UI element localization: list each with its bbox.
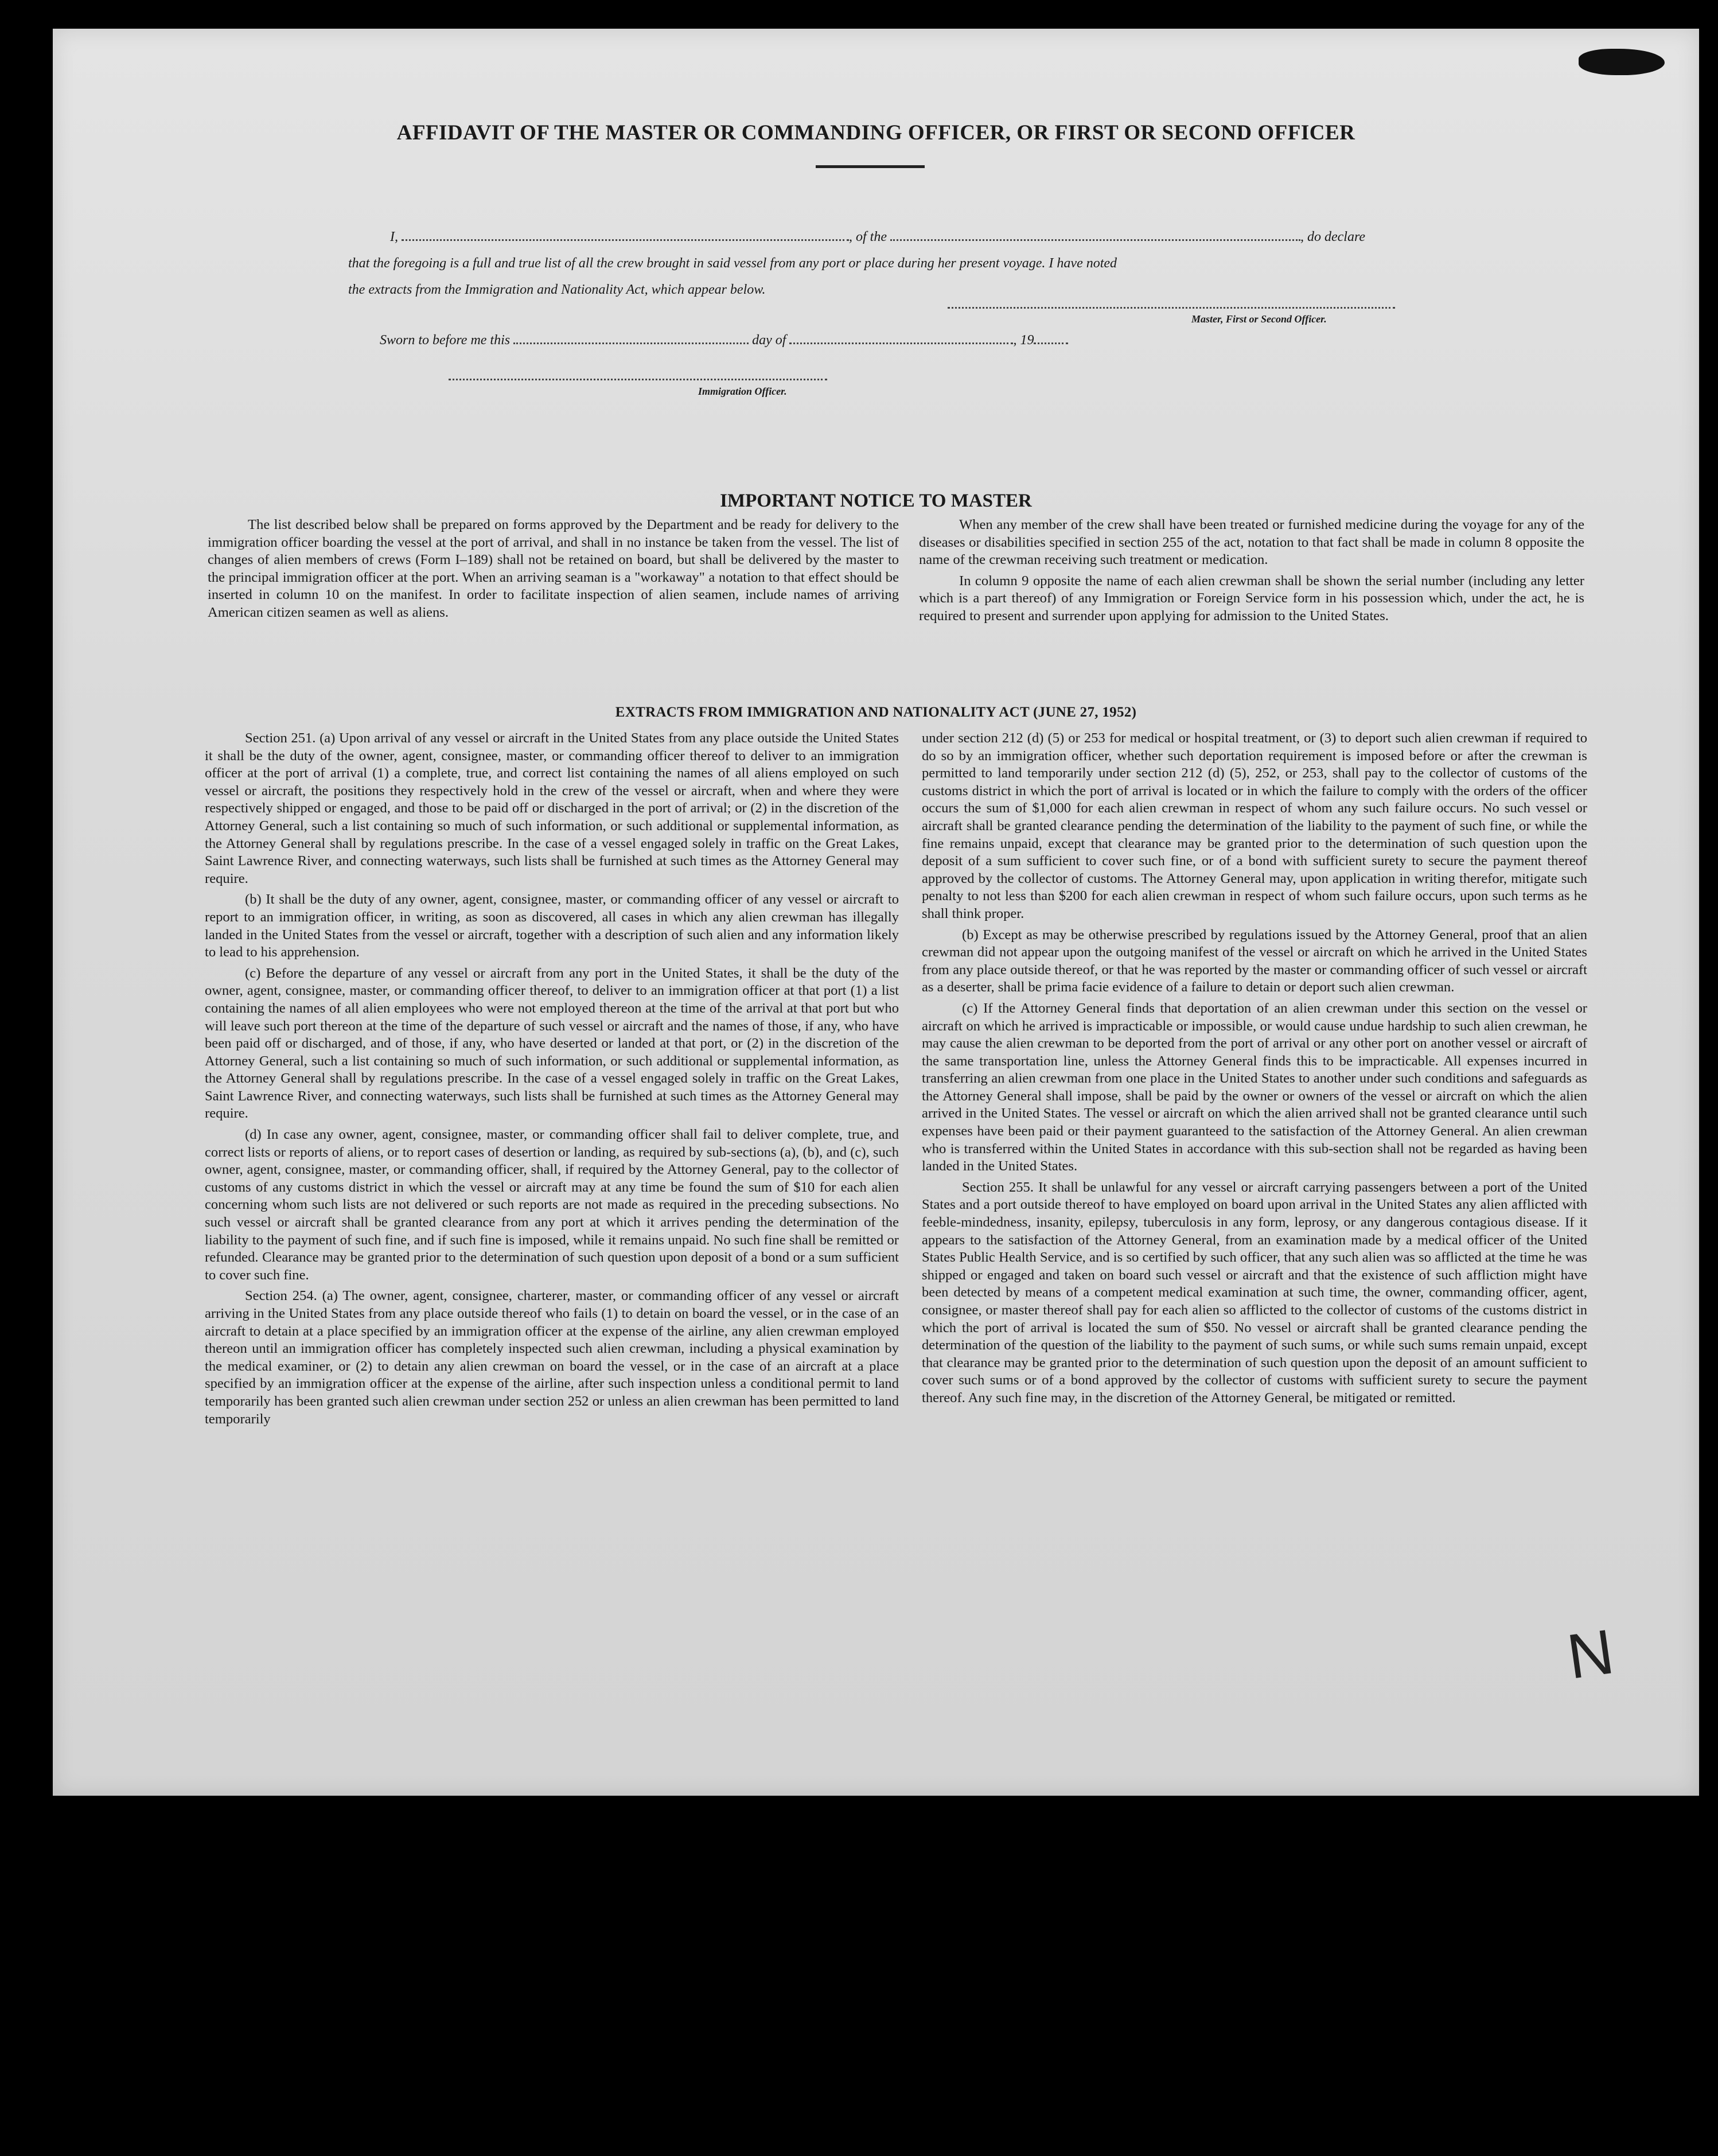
- notice-title: IMPORTANT NOTICE TO MASTER: [720, 491, 1032, 511]
- sworn-day-blank[interactable]: [513, 343, 749, 344]
- extracts-right-column: [922, 730, 1587, 1411]
- statute-paragraph: Section 254. (a) The owner, agent, consignee, charterer, master, or commanding officer of any vessel or aircraft arriving in the United States from any place outside thereof who fails (1) to detain on board the vessel, or in the case of an aircraft to detain at a place specified by an immigration officer at the expense of the airline, any alien crewman employed thereon until an immigration officer has completely inspected such alien crewman, including a physical examination by the medical examiner, or (2) to detain any alien crewman on board the vessel, or in the case of an aircraft at a place specified by an immigration officer at the expense of the airline, after such inspection unless a conditional permit to land temporarily has been granted such alien crewman under section 252 or unless an alien crewman has been permitted to land temporarily: [205, 1288, 899, 1427]
- master-signature-line[interactable]: [948, 307, 1395, 309]
- handwritten-mark: N: [1563, 1616, 1618, 1692]
- of-the-label: , of the: [849, 229, 887, 244]
- declaration-line-2: that the foregoing is a full and true list of all the crew brought in said vessel from any port or place during her present voyage. I have noted: [348, 256, 1117, 271]
- statute-paragraph: (b) It shall be the duty of any owner, agent, consignee, master, or commanding officer of any vessel or aircraft to report to an immigration officer, in writing, as soon as discovered, all cases in which any alien crewman has illegally landed in the United States from the vessel or aircraft, together with a description of such alien and any information likely to lead to his apprehension.: [205, 892, 899, 960]
- statute-paragraph: under section 212 (d) (5) or 253 for medical or hospital treatment, or (3) to deport such alien crewman if required to do so by an immigration officer, whether such deportation requirement is imposed before or after the crewman is permitted to land temporarily under section 212 (d) (5), 252, or 253, shall pay to the collector of customs of the customs district in which the port of arrival is located or in which the failure to comply with the orders of the officer occurs the sum of $1,000 for each alien crewman in respect of whom any such failure occurs. No such vessel or aircraft shall be granted clearance pending the determination of the liability to the payment of such fine, or while the fine remains unpaid, except that clearance may be granted prior to the determination of such question upon the deposit of a sum sufficient to cover such fine, or of a bond with sufficient surety to secure the payment thereof approved by the collector of customs. The Attorney General may, upon application in writing therefor, mitigate such penalty to not less than $200 for each alien crewman in respect of whom such failure occurs, upon such terms as he shall think proper.: [922, 730, 1587, 921]
- notice-paragraph: When any member of the crew shall have been treated or furnished medicine during the voyage for any of the diseases or disabilities specified in section 255 of the act, notation to that fact shall be made in column 8 opposite the name of the crewman receiving such treatment or medication.: [919, 517, 1584, 568]
- ink-blot: [1579, 49, 1665, 75]
- title-divider: [816, 165, 925, 168]
- do-declare-label: , do declare: [1300, 229, 1366, 244]
- year-label: , 19: [1013, 333, 1034, 348]
- officer-signature-line[interactable]: [449, 379, 827, 380]
- notice-paragraph: The list described below shall be prepared on forms approved by the Department and be ready for delivery to the immigration officer boarding the vessel at the port of arrival, and shall in no instance be taken from the vessel. The list of changes of alien members of crews (Form I–189) shall not be retained on board, but shall be delivered by the master to the principal immigration officer at the port. When an arriving seaman is a "workaway" a notation to that effect should be inserted in column 10 on the manifest. In order to facilitate inspection of alien seamen, include names of arriving American citizen seamen as well as aliens.: [208, 517, 899, 620]
- officer-label: Immigration Officer.: [698, 386, 787, 397]
- sworn-year-blank[interactable]: [1034, 343, 1068, 344]
- statute-paragraph: Section 251. (a) Upon arrival of any vessel or aircraft in the United States from any place outside the United States it shall be the duty of the owner, agent, consignee, master, or commanding officer thereof to deliver to an immigration officer at the port of arrival (1) a complete, true, and correct list containing the names of all aliens employed on such vessel or aircraft, the positions they respectively hold in the crew of the vessel or aircraft, when and where they were respectively shipped or engaged, and those to be paid off or discharged in the port of arrival; or (2) in the discretion of the Attorney General, such a list containing so much of such information, or such additional or supplemental information, as the Attorney General shall by regulations prescribe. In the case of a vessel engaged solely in traffic on the Great Lakes, Saint Lawrence River, and connecting waterways, such lists shall be furnished at such times as the Attorney General may require.: [205, 730, 899, 886]
- notice-right-column: [919, 516, 1584, 629]
- declaration-line-1: [390, 229, 1514, 245]
- document-page: [53, 29, 1699, 1796]
- statute-paragraph: (b) Except as may be otherwise prescribed by regulations issued by the Attorney General, proof that an alien crewman did not appear upon the outgoing manifest of the vessel or aircraft on which he arrived in the United States from any place outside thereof, or that he was reported by the master or commanding officer of such vessel or aircraft as a deserter, shall be prima facie evidence of a failure to detain or deport such alien crewman.: [922, 927, 1587, 995]
- sworn-month-blank[interactable]: [789, 343, 1013, 344]
- i-label: I,: [390, 229, 398, 244]
- affidavit-title: AFFIDAVIT OF THE MASTER OR COMMANDING OFFICER, OR FIRST OR SECOND OFFICER: [396, 121, 1355, 145]
- extracts-left-column: [205, 730, 899, 1431]
- statute-paragraph: Section 255. It shall be unlawful for any vessel or aircraft carrying passengers between a port of the United States and a port outside thereof to have employed on board upon arrival in the United States any alien afflicted with feeble-mindedness, insanity, epilepsy, tuberculosis in any form, leprosy, or any dangerous contagious disease. If it appears to the satisfaction of the Attorney General, from an examination made by a medical officer of the United States Public Health Service, and is so certified by such officer, that any such alien was so afflicted at the time he was shipped or engaged and taken on board such vessel or aircraft and that the existence of such affliction might have been detected by means of a competent medical examination at such time, the owner, commanding officer, agent, consignee, or master thereof shall pay for each alien so afflicted to the collector of customs of the customs district in which the port of arrival is located the sum of $50. No vessel or aircraft shall be granted clearance pending the determination of the question of the liability to the payment of such sums, or while such sums remain unpaid, except that clearance may be granted prior to the determination of such question upon the deposit of an amount sufficient to cover such sums or of a bond approved by the collector of customs with sufficient surety to secure the payment thereof. Any such fine may, in the discretion of the Attorney General, be mitigated or remitted.: [922, 1179, 1587, 1406]
- statute-paragraph: (c) Before the departure of any vessel or aircraft from any port in the United States, it shall be the duty of the owner, agent, consignee, master, or commanding officer thereof, to deliver to an immigration officer at that port (1) a list containing the names of all alien employees who were not employed thereon at the time of the arrival at that port but who will leave such port thereon at the time of the departure of such vessel or aircraft and the names of those, if any, who have been paid off or discharged, and of those, if any, who have deserted or landed at that port, or (2) in the discretion of the Attorney General, such a list containing so much of such information, or such additional or supplemental information, as the Attorney General shall by regulations prescribe. In the case of a vessel engaged solely in traffic on the Great Lakes, Saint Lawrence River, and connecting waterways, such lists shall be furnished at such times as the Attorney General may require.: [205, 965, 899, 1122]
- name-blank[interactable]: [402, 239, 849, 241]
- sworn-label: Sworn to before me this: [380, 333, 511, 348]
- sworn-line: [380, 333, 1504, 348]
- day-of-label: day of: [752, 333, 786, 348]
- statute-paragraph: (c) If the Attorney General finds that deportation of an alien crewman under this section on the vessel or aircraft on which he arrived is impracticable or impossible, or would cause undue hardship to such alien crewman, he may cause the alien crewman to be deported from the port of arrival or any other port on another vessel or aircraft of the same transportation line, unless the Attorney General finds this to be impracticable. All expenses incurred in transferring an alien crewman from one place in the United States to another under such conditions and safeguards as the Attorney General shall impose, shall be paid by the owner or owners of the vessel or aircraft on which the alien arrived in the United States. The vessel or aircraft on which the alien arrived shall not be granted clearance until such expenses have been paid or their payment guaranteed to the satisfaction of the Attorney General. An alien crewman who is transferred within the United States in accordance with this sub-section shall not be regarded as having been landed in the United States.: [922, 1000, 1587, 1174]
- declaration-line-3: the extracts from the Immigration and Nationality Act, which appear below.: [348, 282, 766, 297]
- notice-paragraph: In column 9 opposite the name of each alien crewman shall be shown the serial number (including any letter which is a part thereof) of any Immigration or Foreign Service form in his possession which, under the act, he is required to present and surrender upon applying for admission to the United States.: [919, 573, 1584, 624]
- vessel-blank[interactable]: [890, 239, 1300, 241]
- master-label: Master, First or Second Officer.: [1191, 313, 1327, 325]
- statute-paragraph: (d) In case any owner, agent, consignee, master, or commanding officer shall fail to deliver complete, true, and correct lists or reports of aliens, or to report cases of desertion or landing, as required by sub-sections (a), (b), and (c), such owner, agent, consignee, master, or commanding officer, shall, if required by the Attorney General, pay to the collector of customs of any customs district in which the vessel or aircraft may at any time be found the sum of $10 for each alien concerning whom such lists are not delivered or such reports are not made as required in the preceding subsections. No such vessel or aircraft shall be granted clearance from any port at which it arrives pending the determination of the liability to the payment of such fine, and if such fine is imposed, while it remains unpaid. No such fine shall be remitted or refunded. Clearance may be granted prior to the determination of such question upon deposit of a bond or a sum sufficient to cover such fine.: [205, 1127, 899, 1283]
- notice-left-column: [208, 516, 899, 625]
- extracts-title: EXTRACTS FROM IMMIGRATION AND NATIONALITY ACT (JUNE 27, 1952): [615, 705, 1137, 720]
